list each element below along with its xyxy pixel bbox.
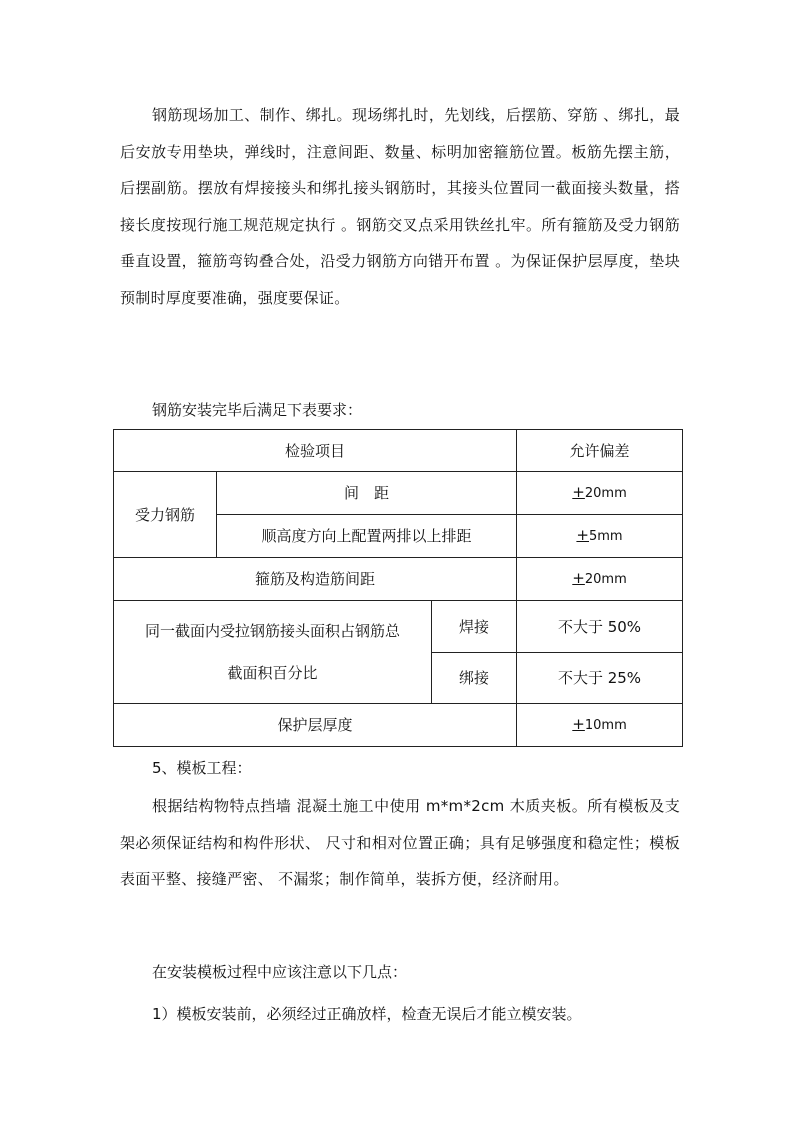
- row-weld-value: 不大于 50%: [517, 601, 683, 653]
- plus-minus-sign: +: [576, 526, 589, 544]
- plus-minus-sign: +: [572, 715, 585, 733]
- row-joint-label: [114, 601, 432, 704]
- row-spacing-value: [517, 472, 683, 515]
- tolerance-text: 5mm: [589, 529, 623, 544]
- row-spacing-label: 间 距: [217, 472, 517, 515]
- row-tie-label: 绑接: [432, 653, 517, 704]
- paragraph-formwork: 根据结构物特点挡墙 混凝土施工中使用 m*m*2cm 木质夹板。所有模板及支架必须保证结构和构件形状、 尺寸和相对位置正确；具有足够强度和稳定性；模板表面平整、接缝严密、 不漏浆；制作简单，装拆方便，经济耐用。: [120, 797, 680, 888]
- row-cover-value: [517, 704, 683, 747]
- header-inspection-item: 检验项目: [114, 430, 517, 472]
- header-tolerance: 允许偏差: [517, 430, 683, 472]
- paragraph-note-1: 1）模板安装前，必须经过正确放样，检查无误后才能立模安装。: [152, 1005, 582, 1023]
- plus-minus-sign: +: [572, 569, 585, 587]
- group-label-rebar: 受力钢筋: [114, 472, 217, 558]
- row-stirrup-value: [517, 558, 683, 601]
- row-layers-value: [517, 515, 683, 558]
- row-weld-label: 焊接: [432, 601, 517, 653]
- table-row: [114, 558, 683, 601]
- table-header-row: [114, 430, 683, 472]
- row-stirrup-label: 箍筋及构造筋间距: [114, 558, 517, 601]
- row-cover-label: 保护层厚度: [114, 704, 517, 747]
- paragraph-rebar-processing: 钢筋现场加工、制作、绑扎。现场绑扎时，先划线，后摆筋、穿筋 、绑扎，最后安放专用垫块，弹线时，注意间距、数量、标明加密箍筋位置。板筋先摆主筋，后摆副筋。摆放有焊接接头和绑扎接头钢筋时，其接头位置同一截面接头数量，搭接长度按现行施工规范规定执行 。钢筋交叉点采用铁丝扎牢。所有箍筋及受力钢筋垂直设置，箍筋弯钩叠合处，沿受力钢筋方向错开布置 。为保证保护层厚度，垫块预制时厚度要准确，强度要保证。: [120, 106, 680, 307]
- paragraph-notes-intro: 在安装模板过程中应该注意以下几点：: [152, 963, 408, 981]
- row-tie-value: 不大于 25%: [517, 653, 683, 704]
- table-row: [114, 472, 683, 515]
- row-joint-label-line-2: 截面积百分比: [227, 664, 318, 682]
- paragraph-table-intro: 钢筋安装完毕后满足下表要求：: [152, 401, 363, 419]
- tolerance-text: 10mm: [584, 718, 627, 733]
- table-row: [114, 704, 683, 747]
- section-heading-formwork: 5、模板工程：: [152, 759, 252, 777]
- row-joint-label-line-1: 同一截面内受拉钢筋接头面积占钢筋总: [144, 622, 400, 640]
- tolerance-text: 20mm: [584, 572, 627, 587]
- tolerance-text: 20mm: [584, 486, 627, 501]
- rebar-tolerance-table: [113, 429, 683, 747]
- table-row: [114, 601, 683, 653]
- row-layers-label: 顺高度方向上配置两排以上排距: [217, 515, 517, 558]
- plus-minus-sign: +: [572, 483, 585, 501]
